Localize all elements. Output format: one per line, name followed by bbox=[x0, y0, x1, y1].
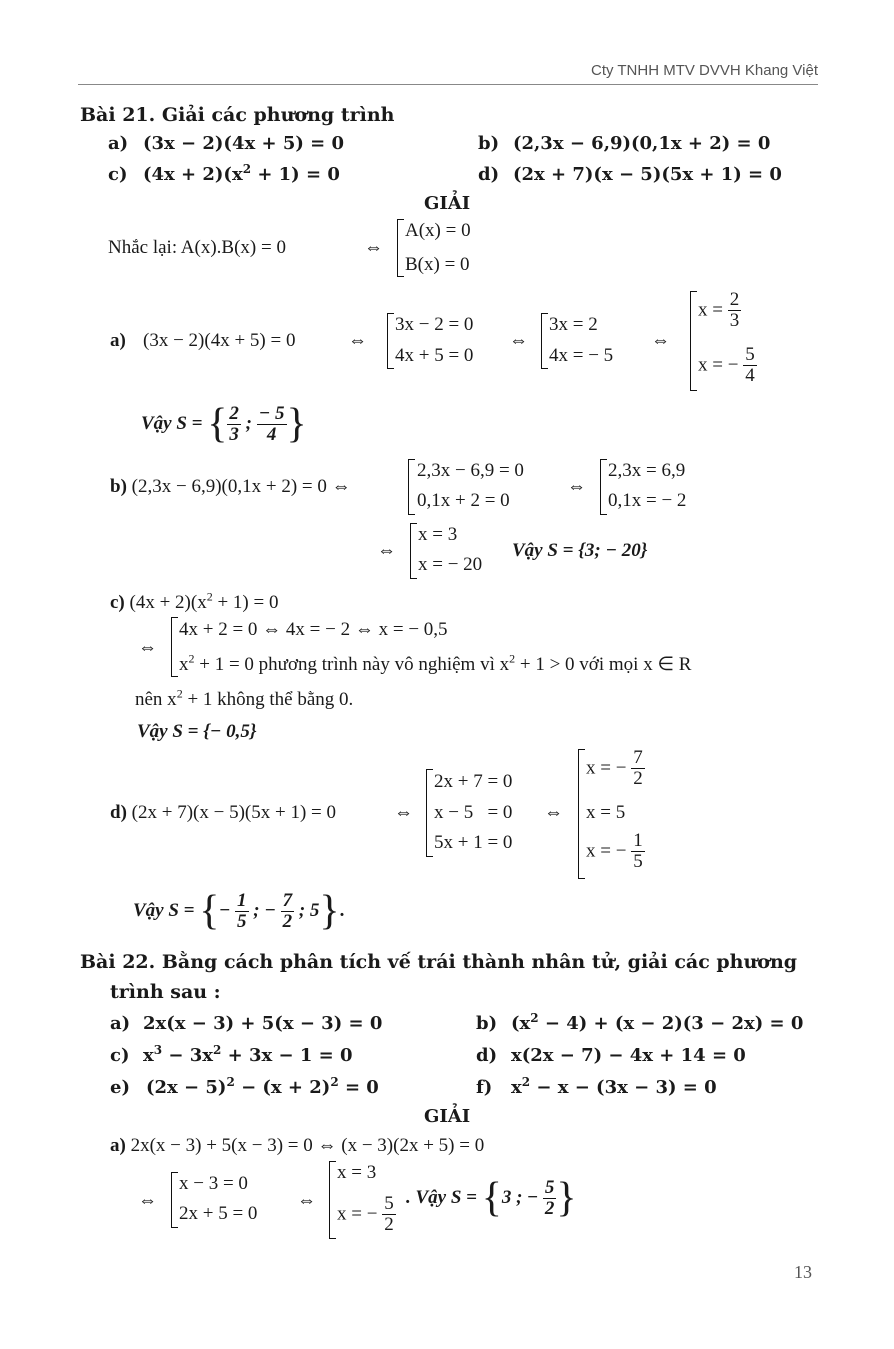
sol-c-line2: $x^2 + 1 = 0$ phương trình này vô nghiệm vì $x^2 + 1 > 0$ với mọi x ∈ R bbox=[179, 651, 692, 675]
sol-b-bracket-1 bbox=[408, 459, 415, 515]
bai22-sol-a-step1-2: 2x + 5 = 0 bbox=[179, 1203, 258, 1224]
sol-d-x1: x = − $\frac{7}{2}$ bbox=[586, 747, 643, 789]
reminder-bracket bbox=[397, 219, 404, 277]
sol-a-eq: (3x − 2)(4x + 5) = 0 bbox=[143, 330, 296, 351]
sol-d-bracket-1 bbox=[426, 769, 433, 857]
sol-d-step1-2: x − 5 = 0 bbox=[434, 802, 513, 823]
sol-d-step1-1: 2x + 7 = 0 bbox=[434, 771, 513, 792]
sol-b-line: b) (2,3x − 6,9)(0,1x + 2) = 0 ⇔ bbox=[110, 476, 351, 497]
sol-b-arrow-3: ⇔ bbox=[377, 540, 396, 561]
bai21-d-label: d) bbox=[478, 164, 500, 185]
bai22-d-eq: x(2x − 7) − 4x + 14 = 0 bbox=[511, 1045, 746, 1066]
bai22-f-label: f) bbox=[476, 1077, 493, 1098]
bai22-d-label: d) bbox=[476, 1045, 498, 1066]
sol-d-arrow-1: ⇔ bbox=[394, 802, 413, 823]
sol-b-step2-2: 0,1x = − 2 bbox=[608, 490, 687, 511]
bai22-b-eq: $(x^2 - 4) + (x - 2)(3 - 2x) = 0$ bbox=[511, 1011, 804, 1034]
sol-b-step3-1: x = 3 bbox=[418, 524, 458, 545]
sol-a-x2: x = − $\frac{5}{4}$ bbox=[698, 344, 755, 386]
bai21-d-eq: (2x + 7)(x − 5)(5x + 1) = 0 bbox=[513, 164, 782, 185]
bai22-giai-heading: GIẢI bbox=[424, 1106, 471, 1127]
sol-a-arrow-2: ⇔ bbox=[509, 330, 528, 351]
sol-a-bracket-2 bbox=[541, 313, 548, 369]
bai22-c-label: c) bbox=[110, 1045, 130, 1066]
sol-b-bracket-3 bbox=[410, 523, 417, 579]
sol-a-result: Vậy S = { $\frac{2}{3}$ ; $\frac{- 5}{4}$ } bbox=[141, 401, 307, 447]
sol-b-arrow-2: ⇔ bbox=[567, 476, 586, 497]
sol-d-line: d) (2x + 7)(x − 5)(5x + 1) = 0 bbox=[110, 802, 336, 823]
bai22-title: Bài 22. Bằng cách phân tích vế trái thành nhân tử, giải các phương bbox=[80, 951, 798, 973]
sol-c-line1: 4x + 2 = 0 ⇔ 4x = − 2 ⇔ x = − 0,5 bbox=[179, 619, 448, 640]
header-rule bbox=[78, 84, 818, 85]
sol-c-result: Vậy S = {− 0,5} bbox=[137, 721, 257, 742]
sol-b-step2-1: 2,3x = 6,9 bbox=[608, 460, 686, 481]
sol-b-step1-2: 0,1x + 2 = 0 bbox=[417, 490, 510, 511]
bai22-sol-a-arrow-2: ⇔ bbox=[297, 1190, 316, 1211]
reminder-arrow: ⇔ bbox=[364, 237, 383, 258]
sol-a-x1: x = $\frac{2}{3}$ bbox=[698, 289, 740, 331]
sol-a-step2-1: 3x = 2 bbox=[549, 314, 598, 335]
sol-d-step1-3: 5x + 1 = 0 bbox=[434, 832, 513, 853]
reminder-text: Nhắc lại: A(x).B(x) = 0 bbox=[108, 237, 286, 258]
reminder-case-2: B(x) = 0 bbox=[405, 254, 470, 275]
sol-a-step2-2: 4x = − 5 bbox=[549, 345, 614, 366]
bai22-sol-a-line: a) 2x(x − 3) + 5(x − 3) = 0 ⇔ (x − 3)(2x + 5) = 0 bbox=[110, 1135, 485, 1156]
bai22-sol-a-bracket-2 bbox=[329, 1161, 336, 1239]
sol-a-bracket-1 bbox=[387, 313, 394, 369]
sol-b-step3-2: x = − 20 bbox=[418, 554, 483, 575]
sol-d-bracket-2 bbox=[578, 749, 585, 879]
sol-b-step1-1: 2,3x − 6,9 = 0 bbox=[417, 460, 524, 481]
sol-d-x3: x = − $\frac{1}{5}$ bbox=[586, 830, 643, 872]
bai22-sol-a-x1: x = 3 bbox=[337, 1162, 377, 1183]
bai22-title-cont: trình sau : bbox=[110, 981, 221, 1003]
sol-d-result: Vậy S = {− $\frac{1}{5}$ ; − $\frac{7}{2}$ ; 5}. bbox=[133, 888, 345, 934]
bai22-e-eq: $(2x - 5)^2 - (x + 2)^2 = 0$ bbox=[146, 1075, 379, 1098]
bai21-b-label: b) bbox=[478, 133, 500, 154]
sol-a-arrow-1: ⇔ bbox=[348, 330, 367, 351]
bai22-sol-a-step1-1: x − 3 = 0 bbox=[179, 1173, 248, 1194]
bai21-title: Bài 21. Giải các phương trình bbox=[80, 104, 395, 126]
bai22-sol-a-result: . Vậy S = {3 ; − $\frac{5}{2}$ } bbox=[406, 1175, 577, 1221]
sol-b-bracket-2 bbox=[600, 459, 607, 515]
sol-d-x2: x = 5 bbox=[586, 802, 626, 823]
bai22-a-label: a) bbox=[110, 1013, 131, 1034]
page-number: 13 bbox=[794, 1262, 812, 1282]
sol-a-step1-1: 3x − 2 = 0 bbox=[395, 314, 474, 335]
sol-c-eq: c) $(4x + 2)(x^2 + 1) = 0$ bbox=[110, 589, 279, 613]
publisher-header: Cty TNHH MTV DVVH Khang Việt bbox=[590, 62, 818, 79]
bai22-sol-a-x2: x = − $\frac{5}{2}$ bbox=[337, 1193, 394, 1235]
sol-a-bracket-3 bbox=[690, 291, 697, 391]
bai21-a-eq: (3x − 2)(4x + 5) = 0 bbox=[143, 133, 344, 154]
sol-d-arrow-2: ⇔ bbox=[544, 802, 563, 823]
sol-a-step1-2: 4x + 5 = 0 bbox=[395, 345, 474, 366]
bai22-sol-a-bracket-1 bbox=[171, 1172, 178, 1228]
bai22-f-eq: $x^2 - x - (3x - 3) = 0$ bbox=[511, 1075, 717, 1098]
sol-a-arrow-3: ⇔ bbox=[651, 330, 670, 351]
sol-c-line3: nên $x^2 + 1$ không thể bằng 0. bbox=[135, 686, 354, 710]
bai22-sol-a-arrow-1: ⇔ bbox=[138, 1190, 157, 1211]
bai21-b-eq: (2,3x − 6,9)(0,1x + 2) = 0 bbox=[513, 133, 771, 154]
reminder-case-1: A(x) = 0 bbox=[405, 220, 471, 241]
bai21-giai-heading: GIẢI bbox=[424, 193, 471, 214]
bai22-c-eq: $x^3 - 3x^2 + 3x - 1 = 0$ bbox=[143, 1043, 353, 1066]
bai21-c-eq: $(4x + 2)(x^2 + 1) = 0$ bbox=[143, 162, 340, 185]
sol-c-arrow: ⇔ bbox=[138, 637, 157, 658]
sol-c-bracket bbox=[171, 617, 178, 677]
sol-b-result: Vậy S = {3; − 20} bbox=[512, 540, 648, 561]
bai21-a-label: a) bbox=[108, 133, 129, 154]
bai22-a-eq: 2x(x − 3) + 5(x − 3) = 0 bbox=[143, 1013, 383, 1034]
bai21-c-label: c) bbox=[108, 164, 128, 185]
bai22-b-label: b) bbox=[476, 1013, 498, 1034]
sol-a-label: a) bbox=[110, 330, 126, 351]
bai22-e-label: e) bbox=[110, 1077, 130, 1098]
